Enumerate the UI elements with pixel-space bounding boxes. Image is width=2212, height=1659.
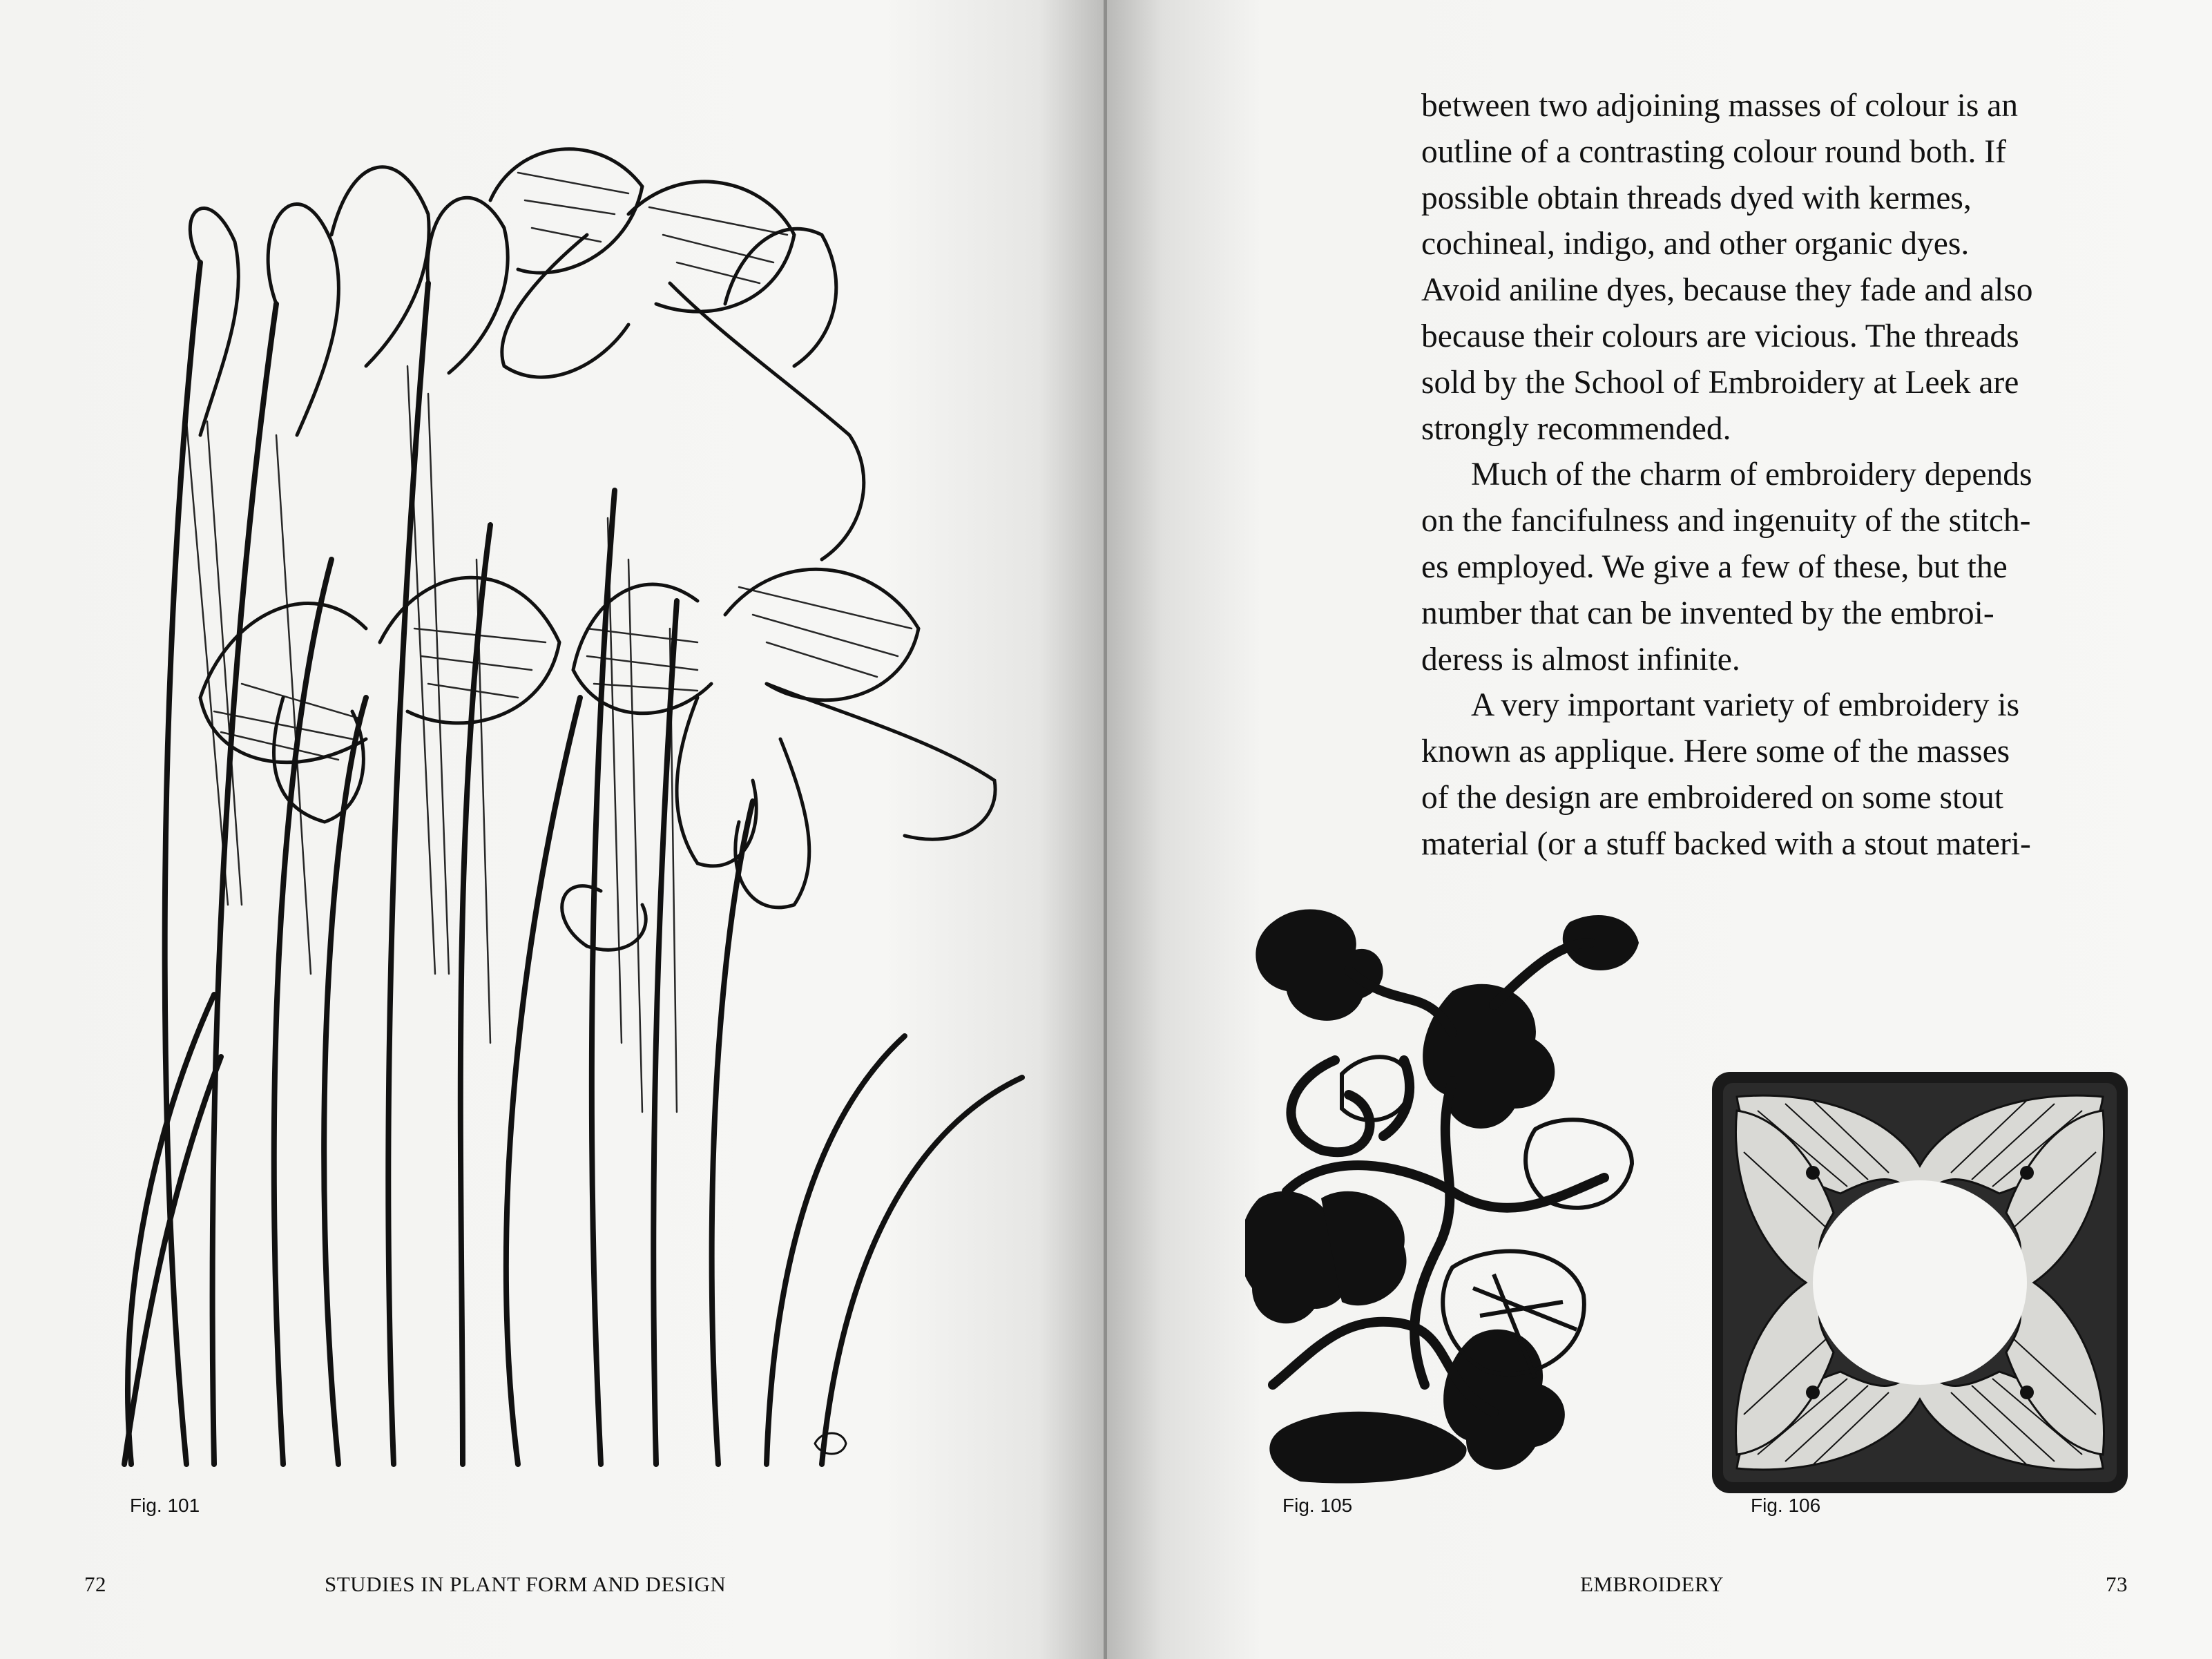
text-line: strongly recommended.: [1421, 410, 1731, 447]
text-line: Much of the charm of embroidery depends: [1471, 457, 2032, 493]
text-line: number that can be invented by the embroi-: [1421, 595, 1994, 631]
iris-drawing-icon: [104, 76, 1029, 1478]
text-line: sold by the School of Embroidery at Leek are: [1421, 364, 2019, 401]
text-line: es employed. We give a few of these, but the: [1421, 548, 2008, 585]
text-line: Avoid aniline dyes, because they fade and also: [1421, 272, 2033, 309]
right-page: [1107, 0, 2212, 1659]
left-page: [0, 0, 1105, 1659]
text-line: possible obtain threads dyed with kermes,: [1421, 180, 1972, 216]
page-number: 73: [2106, 1572, 2128, 1596]
figure-caption: Fig. 105: [1282, 1495, 1353, 1516]
text-line: known as applique. Here some of the masses: [1421, 733, 2010, 770]
text-line: deress is almost infinite.: [1421, 641, 1740, 678]
text-line: material (or a stuff backed with a stout materi-: [1421, 825, 2031, 862]
nasturtium-design-icon: [1245, 901, 1660, 1488]
text-line: outline of a contrasting colour round both. If: [1421, 133, 2006, 170]
square-panel-design-icon: [1709, 1069, 2131, 1496]
text-line: because their colours are vicious. The threads: [1421, 318, 2019, 354]
body-text: [1421, 83, 2139, 867]
text-line: of the design are embroidered on some stout: [1421, 779, 2003, 816]
running-head: EMBROIDERY: [1580, 1572, 1724, 1596]
text-line: on the fancifulness and ingenuity of the stitch-: [1421, 503, 2031, 539]
figure-caption: Fig. 101: [130, 1495, 200, 1516]
figure-caption: Fig. 106: [1751, 1495, 1821, 1516]
text-line: A very important variety of embroidery is: [1471, 687, 2020, 724]
running-head: STUDIES IN PLANT FORM AND DESIGN: [325, 1572, 727, 1596]
page-number: 72: [84, 1572, 106, 1596]
text-line: between two adjoining masses of colour is an: [1421, 88, 2019, 124]
text-line: cochineal, indigo, and other organic dyes.: [1421, 226, 1970, 262]
